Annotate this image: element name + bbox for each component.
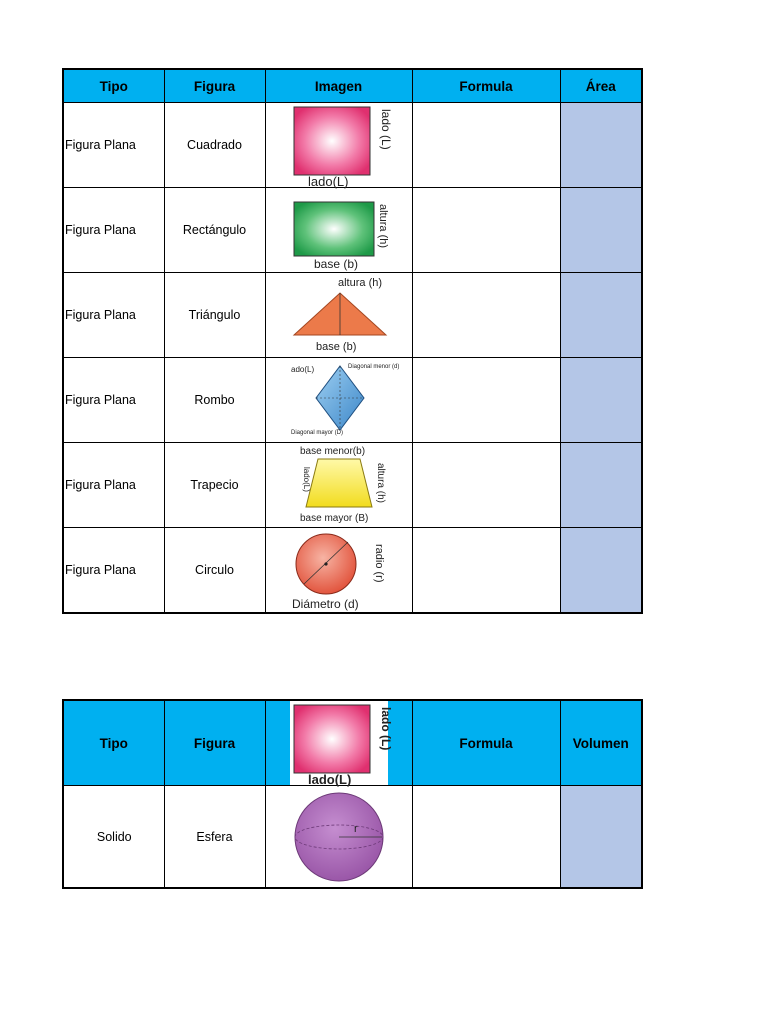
square-diagram [290,103,393,189]
minor-base-label: base menor(b) [299,446,365,457]
major-base-label: base mayor (B) [299,513,368,524]
volumen-cell[interactable] [560,786,642,889]
figura-cell: Rectángulo [164,188,265,273]
imagen-cell [265,103,412,188]
tipo-cell: Figura Plana [63,358,164,443]
triangle-diagram [290,273,388,357]
figura-cell: Rombo [164,358,265,443]
bottom-label: lado(L) [307,174,348,189]
figura-cell: Trapecio [164,443,265,528]
height-label: altura (h) [374,463,386,504]
formula-cell[interactable] [412,273,560,358]
imagen-cell [265,443,412,528]
header-area: Área [560,69,642,103]
bottom-label: base (b) [313,257,358,271]
table-row [63,188,642,273]
table-row [63,273,642,358]
table-row [63,103,642,188]
header-volumen: Volumen [560,700,642,786]
formula-cell[interactable] [412,103,560,188]
imagen-cell [265,528,412,614]
tipo-cell: Figura Plana [63,528,164,614]
side-label: lado (L) [378,109,393,150]
tipo-cell: Solido [63,786,164,889]
tipo-cell: Figura Plana [63,443,164,528]
table-row [63,786,642,889]
radius-label: r [353,822,358,835]
table-row [63,358,642,443]
rectangle-diagram [290,188,388,272]
square-diagram [290,701,393,787]
formula-cell[interactable] [412,188,560,273]
side-label: ado(L) [290,365,314,374]
radius-label: radio (r) [372,544,385,583]
base-label: base (b) [315,341,356,353]
circle-diagram [290,528,388,612]
header-figura: Figura [164,700,265,786]
diameter-label: Diámetro (d) [291,597,359,611]
area-table [62,68,643,614]
area-cell[interactable] [560,273,642,358]
rhombus-diagram [290,358,399,442]
header-imagen: Imagen [265,69,412,103]
formula-cell[interactable] [412,786,560,889]
area-cell[interactable] [560,188,642,273]
figura-cell: Circulo [164,528,265,614]
bottom-label: lado(L) [307,772,351,787]
area-cell[interactable] [560,528,642,614]
header-tipo: Tipo [63,700,164,786]
area-cell[interactable] [560,358,642,443]
area-cell[interactable] [560,103,642,188]
side-label: altura (h) [376,204,389,249]
trapezoid-diagram [290,443,388,527]
tipo-cell: Figura Plana [63,188,164,273]
header-figura: Figura [164,69,265,103]
volume-table [62,699,643,889]
imagen-cell [265,188,412,273]
figura-cell: Esfera [164,786,265,889]
side-label: lado (L) [378,707,393,751]
header-formula: Formula [412,69,560,103]
table-row [63,443,642,528]
imagen-cell [265,786,412,889]
minor-diagonal-label: Diagonal menor (d) [347,364,399,370]
formula-cell[interactable] [412,358,560,443]
formula-cell[interactable] [412,528,560,614]
imagen-cell [265,273,412,358]
volume-table-header [63,700,642,786]
header-image [265,700,412,786]
formula-cell[interactable] [412,443,560,528]
sphere-diagram [290,788,388,886]
tipo-cell: Figura Plana [63,103,164,188]
area-cell[interactable] [560,443,642,528]
area-table-header [63,69,642,103]
header-formula: Formula [412,700,560,786]
tipo-cell: Figura Plana [63,273,164,358]
imagen-cell [265,358,412,443]
figura-cell: Cuadrado [164,103,265,188]
figura-cell: Triángulo [164,273,265,358]
major-diagonal-label: Diagonal mayor (D) [290,430,343,436]
height-label: altura (h) [337,277,382,289]
header-tipo: Tipo [63,69,164,103]
table-row [63,528,642,614]
side-label: lado(L) [301,467,311,492]
